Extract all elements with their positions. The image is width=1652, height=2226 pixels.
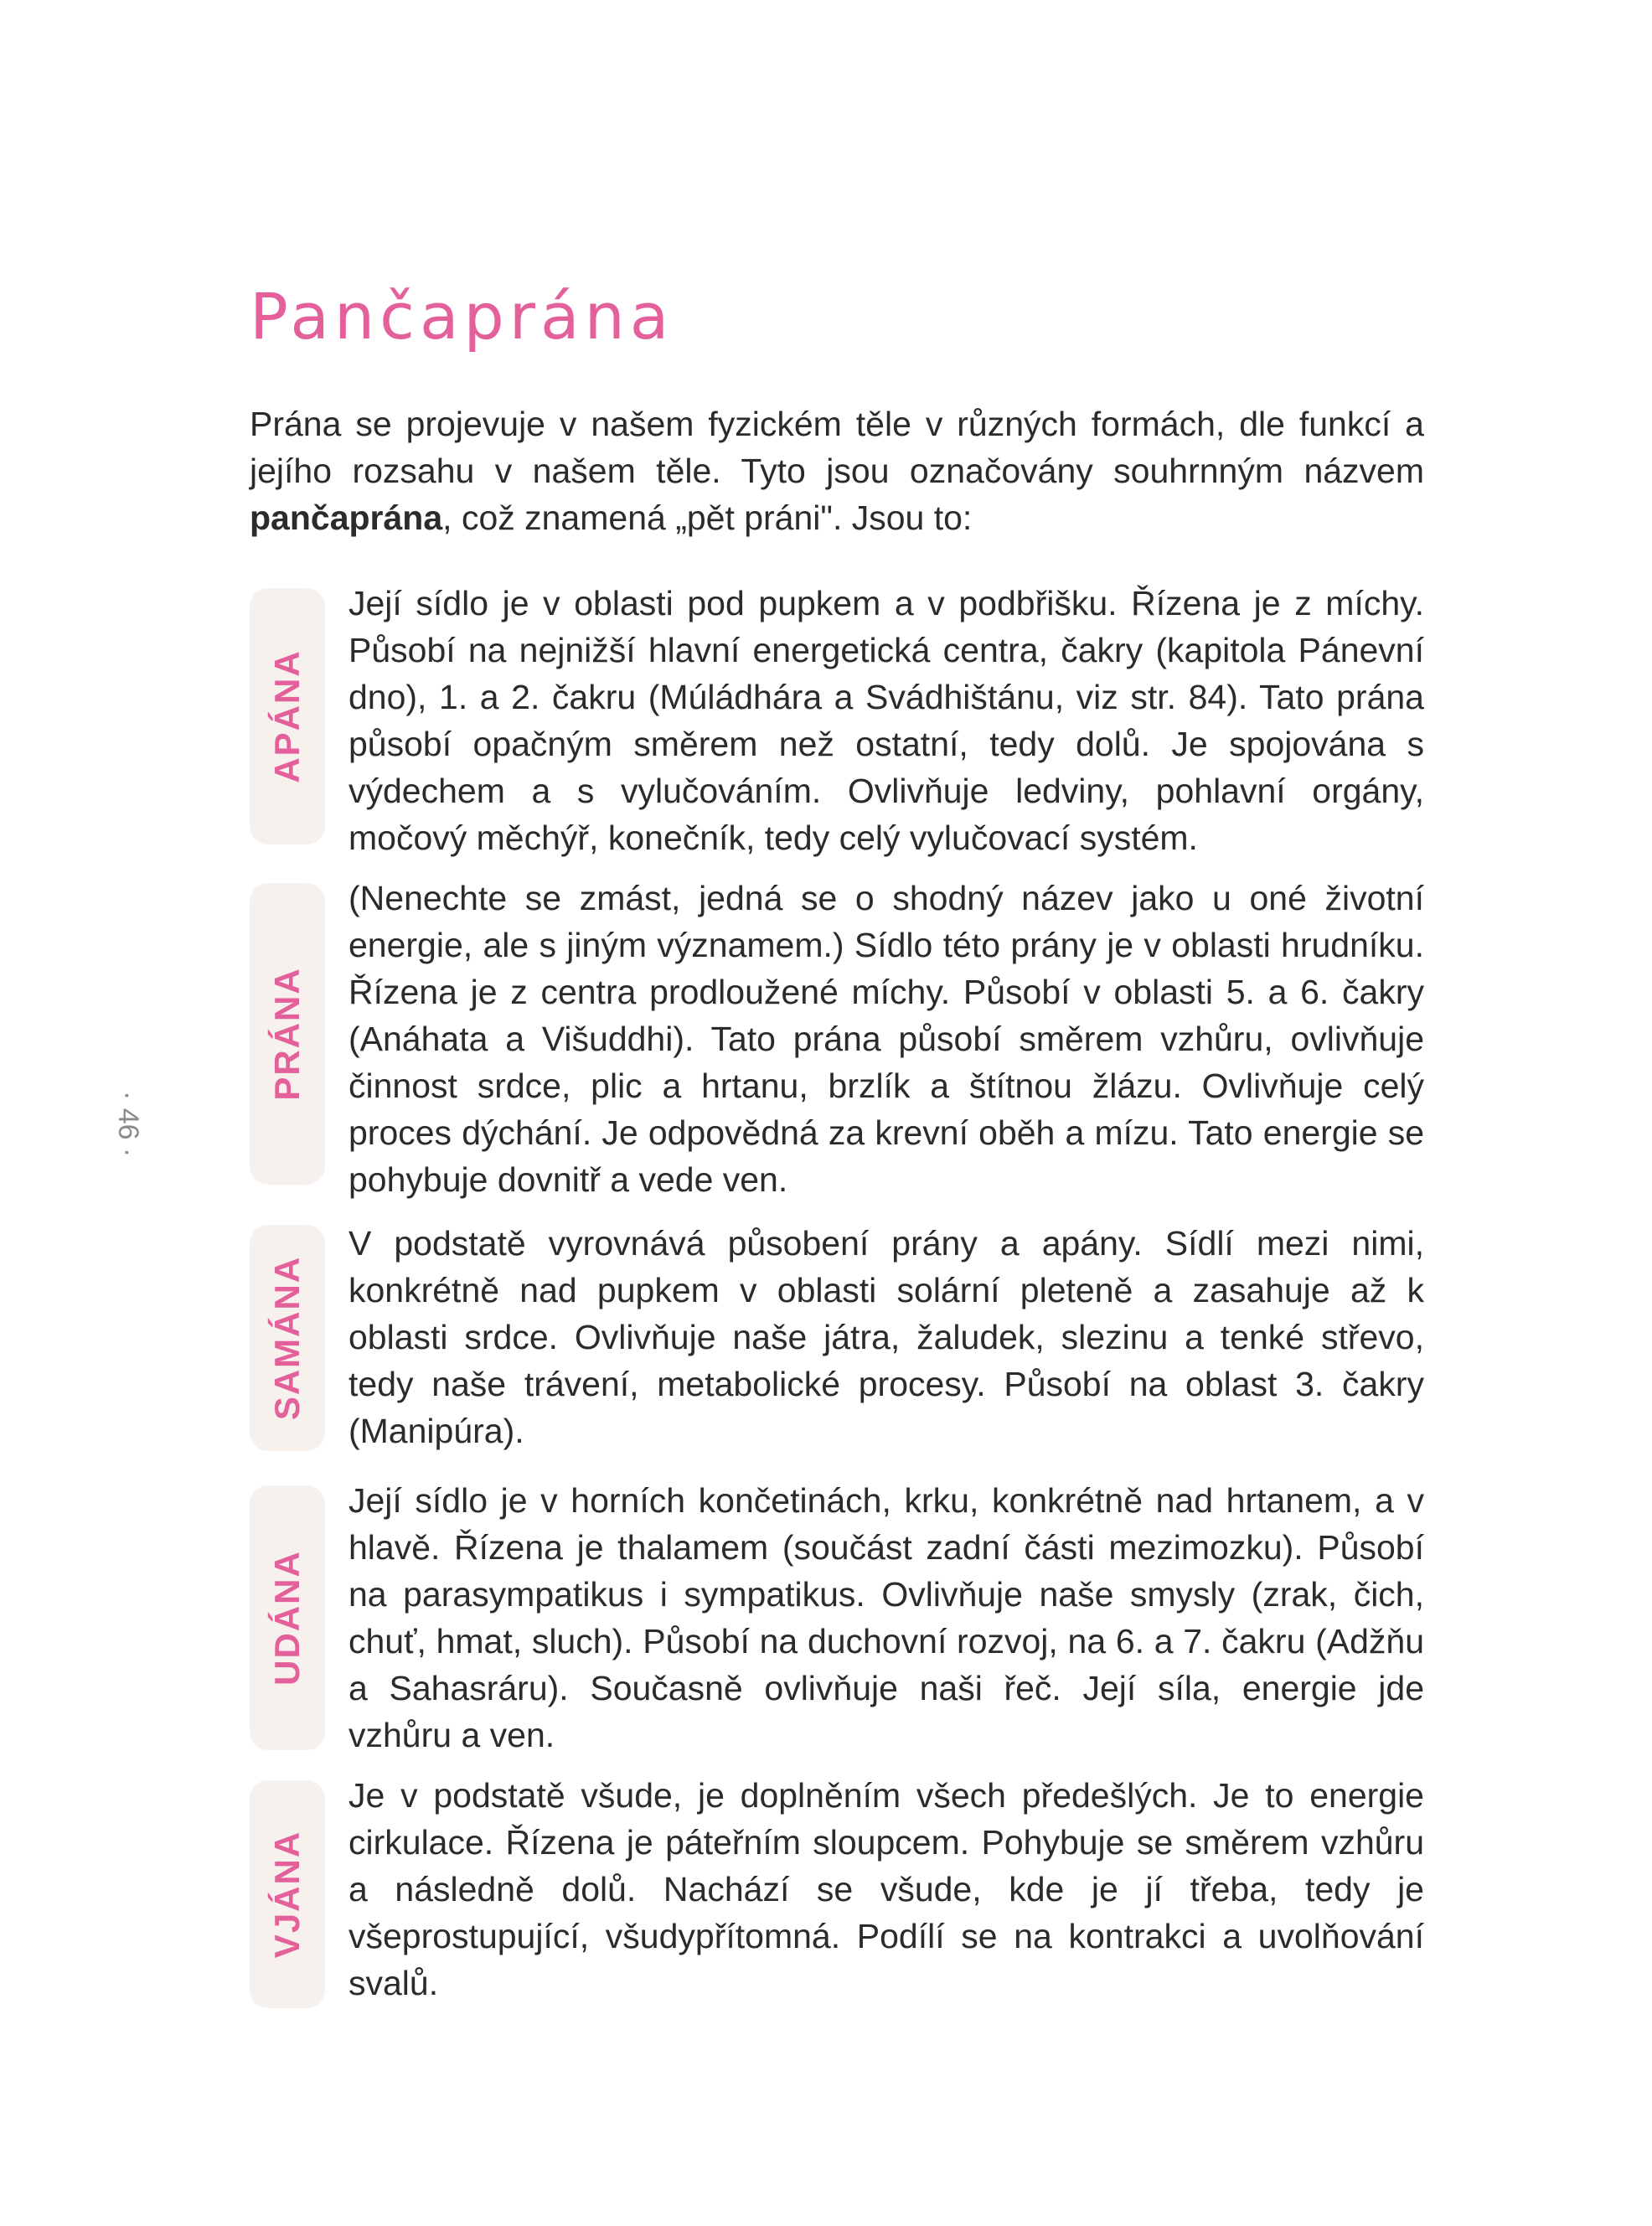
intro-paragraph — [250, 400, 1424, 541]
entry-label-box — [250, 1485, 325, 1750]
intro-text-start: Prána se projevuje v našem fyzickém těle v různých formách, dle funkcí a jejího rozsahu v našem těle. Tyto jsou označovány souhrnným názvem — [250, 405, 1424, 490]
entry-label: SAMÁNA — [267, 1255, 307, 1421]
intro-bold-term: pančaprána — [250, 498, 443, 537]
entry-apana — [250, 580, 1424, 856]
entry-prana — [250, 875, 1424, 1201]
entry-vjana — [250, 1772, 1424, 2015]
entry-label: APÁNA — [267, 649, 307, 783]
entry-text: V podstatě vyrovnává působení prány a apány. Sídlí mezi nimi, konkrétně nad pupkem v oblasti solární pleteně a zasahuje až k oblasti srdce. Ovlivňuje naše játra, žaludek, slezinu a tenké střevo, tedy naše trávení, metabolické procesy. Působí na oblast 3. čakry (Manipúra). — [348, 1224, 1424, 1450]
page-title: Pančaprána — [250, 278, 674, 354]
entry-samana — [250, 1220, 1424, 1463]
entry-text: (Nenechte se zmást, jedná se o shodný název jako u oné životní energie, ale s jiným významem.) Sídlo této prány je v oblasti hrudníku. Řízena je z centra prodloužené míchy. Působí v oblasti 5. a 6. čakry (Anáhata a Višuddhi). Tato prána působí směrem vzhůru, ovlivňuje činnost srdce, plic a hrtanu, brzlík a štítnou žlázu. Ovlivňuje celý proces dýchání. Je odpovědná za krevní oběh a mízu. Tato energie se pohybuje dovnitř a vede ven. — [348, 879, 1424, 1199]
entry-label-box — [250, 1225, 325, 1451]
entry-label-box — [250, 883, 325, 1185]
page-number: · 46 · — [112, 1091, 144, 1158]
entry-udana — [250, 1477, 1424, 1762]
entry-label: VJÁNA — [267, 1830, 307, 1959]
entry-text: Její sídlo je v horních končetinách, krku, konkrétně nad hrtanem, a v hlavě. Řízena je thalamem (součást zadní části mezimozku). Působí na parasympatikus i sympatikus. Ovlivňuje naše smysly (zrak, čich, chuť, hmat, sluch). Působí na duchovní rozvoj, na 6. a 7. čakru (Adžňu a Sahasráru). Současně ovlivňuje naši řeč. Její síla, energie jde vzhůru a ven. — [348, 1481, 1424, 1754]
entry-label-box — [250, 1780, 325, 2008]
entry-label-box — [250, 588, 325, 844]
intro-text-end: , což znamená „pět práni". Jsou to: — [442, 498, 973, 537]
entry-label: UDÁNA — [267, 1550, 307, 1686]
entry-text: Je v podstatě všude, je doplněním všech předešlých. Je to energie cirkulace. Řízena je páteřním sloupcem. Pohybuje se směrem vzhůru a následně dolů. Nachází se všude, kde je jí třeba, tedy je všeprostupující, všudypřítomná. Podílí se na kontrakci a uvolňování svalů. — [348, 1776, 1424, 2002]
entry-label: PRÁNA — [267, 967, 307, 1101]
entry-text: Její sídlo je v oblasti pod pupkem a v podbřišku. Řízena je z míchy. Působí na nejnižší hlavní energetická centra, čakry (kapitola Pánevní dno), 1. a 2. čakru (Múládhára a Svádhištánu, viz str. 84). Tato prána působí opačným směrem než ostatní, tedy dolů. Je spojována s výdechem a s vylučováním. Ovlivňuje ledviny, pohlavní orgány, močový měchýř, konečník, tedy celý vylučovací systém. — [348, 584, 1424, 857]
